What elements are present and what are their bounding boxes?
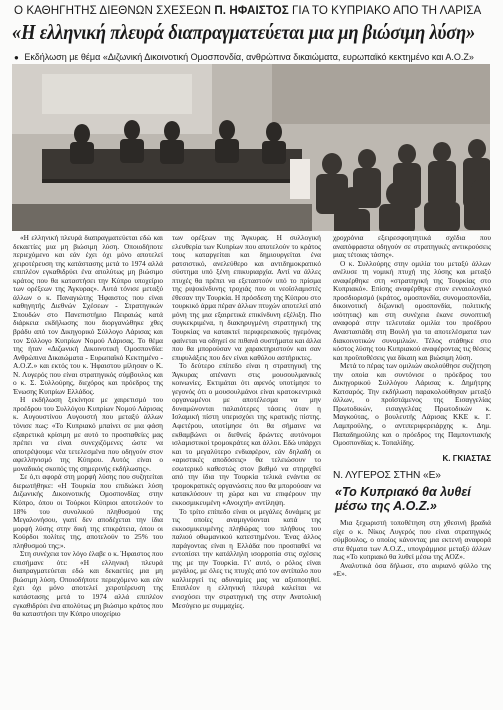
column-2-paragraph: των ορέξεων της Άγκυρας. Η συλλογική ελευθερία των Κυπρίων που αποτελούν το κράτος τους καταργείται και δημιουργείται ένα ρατσιστικό, ανελεύθερο και αντιδημοκρατικό σύστημα υπό ξένη επικυριαρχία. Αντί να άλλες πτυχές θα πρέπει να εξεταστούν υπό το πρίσμα της ριψοκίνδυνης τροχιάς που οι νεοϊσλαμιστές έθεσαν την Τουρκία. Η πρόσδεση της Κύπρου στο τουρκικό άρμα πέραν άλλων πτυχών αποτελεί από μόνη της μια εξαιρετικά επικίνδυνη εξέλιξη. Πιο συγκεκριμένα, η διακηρυγμένη στρατηγική της Τουρκίας να κατακτεί περιφερειακούς ηγεμόνας φαίνεται να οδηγεί σε πιθανά συστήματα και άλλα που θα μπορούσαν να χαρακτηριστούν και σαν επιφυλάξεις που δεν είναι καθόλου αστήρικτες. [172, 234, 321, 362]
article-headline: «Η ελληνική πλευρά διαπραγματεύεται μια μη βιώσιμη λύση» [12, 20, 476, 44]
article-kicker [14, 4, 490, 17]
sidebar-kicker: Ν. ΛΥΓΕΡΟΣ ΣΤΗΝ «Ε» [333, 470, 441, 481]
article-column-3 [333, 234, 491, 452]
article-column-2 [172, 234, 321, 708]
article-column-1 [13, 234, 163, 708]
column-2-paragraph: Το δεύτερο επίπεδο είναι η στρατηγική της Άγκυρας απέναντι στις μουσουλμανικές κοινωνίες. Εκτιμάται ότι αφενός υποτίμησε το γεγονός ότι ο μουσουλμάνοι είναι κρατοκεντρικά οργανωμένοι με αποτέλεσμα να μην δυναμώνονται παλαιότερες τάσεις όταν η Ισλαμική πίστη υπερισχύει της κρατικής πίστης. Αφετέρου, υποτίμησε ότι θα σήμαινε να εκθαμβώνει οι διεθνείς δρώντες αυτόνομοι ισλαμιστικοί τρομοκράτες και άλλοι. Εδώ υπάρχει και το μεγαλύτερο ενδιαφέρον, εάν δηλαδή οι «αριστικές αποδόσεις» θα τελειώσουν το εσωτερικό καθεστώς στον βαθμό να στηριχθεί από την ίδια την Τουρκία τελικά ενάντια σε τρομοκρατικές οργανώσεις που θα μπορούσαν να κατακλύσουν τη χώρα και να επιφέρουν την εκκοσμικευμένη «Ανοιχτή» αντίληψη. [172, 361, 321, 507]
sidebar-title: «Το Κυπριακό θα λυθεί μέσω της Α.Ο.Ζ.» [335, 485, 471, 513]
event-photo-illustration [12, 64, 490, 231]
sidebar-box [331, 470, 493, 656]
deck-bullet: ● [14, 53, 19, 62]
kicker-suffix: ΓΙΑ ΤΟ ΚΥΠΡΙΑΚΟ ΑΠΟ ΤΗ ΛΑΡΙΣΑ [292, 4, 482, 17]
column-3-paragraph: χροχρόνια εξειρεσφοητητικά σχέδια που αναπόφραστα οδηγούν σε στρατηγικές αντικρούσεις μιας τέτοιας τάσης». [333, 234, 491, 260]
kicker-name: Π. ΗΦΑΙΣΤΟΣ [214, 4, 289, 17]
column-3-paragraph: Ο κ. Συλλούρης στην ομιλία του μεταξύ άλλων ανέλυσε τη νομική πτυχή της λύσης και μεταξύ αναφέρθηκε στη «στρατηγική της Τουρκίας στο Κυπριακό». Επίσης αναφέρθηκε στον ενναιολογικό προσδιορισμό (κράτος, ομοσπονδία, συνομοσπονδία, δικοινοτική διζωνική ομοσπονδία, πολιτικής ισότητας) και στη συνέχεια έκανε συνοπτική αναφορά στην τελευταία ομιλία του προέδρου Αναστασιάδη στη Βουλή για τα αποτελέσματα των διακοινοτικών συνομιλιών. Τέλος στάθηκε στο κόστος λύσης του Κυπριακού αναφέροντας τις θέσεις και προϋποθέσεις για δίκαιη και βιώσιμη λύση. [333, 258, 491, 362]
article-signature: Κ. ΓΚΙΑΣΤΑΣ [442, 454, 491, 463]
sidebar-paragraph: Μια ξεχωριστή τοποθέτηση στη χθεσινή βραδιά είχε ο κ. Νίκος Λυγερός που είναι στρατηγικός σύμβουλος, ο οποίος κάνοντας μια εκτενή αναφορά στα θέματα των Α.Ο.Ζ., υπογράμμισε μεταξύ άλλων πως «Το κυπριακό θα λυθεί μέσω της ΑΟΖ». [333, 518, 491, 562]
event-photo [12, 64, 490, 231]
article-deck [14, 52, 492, 62]
kicker-prefix: Ο ΚΑΘΗΓΗΤΗΣ ΔΙΕΘΝΩΝ ΣΧΕΣΕΩΝ [14, 4, 212, 17]
sidebar-paragraph: Αναλυτικά όσα δήλωσε, στο αυριανό φύλλο της «Ε». [333, 560, 491, 579]
sidebar-body [331, 519, 493, 579]
deck-text: Εκδήλωση με θέμα «Διζωνική Δικοινοτική Ομοσπονδία, ανθρώπινα δικαιώματα, ευρωπαϊκό κεκτημένο και Α.Ο.Ζ» [24, 52, 474, 62]
column-1-paragraph: Σε ό,τι αφορά στη μορφή λύσης που συζητείται διερωτήθηκε: «Η Τουρκία που επιδιώκει λύση Διζωνικής Δικοινοτικής Ομοσπονδίας στην Κύπρο, όπου οι Τούρκοι Κύπριοι αποτελούν το 18% του συνολικού πληθυσμού της Μεγαλονήσου, γιατί δεν αποδέχεται την ίδια μορφή λύσης στην δική της επικράτεια, όπου οι Κούρδοι πολίτες της, αποτελούν το 25% του πληθυσμού της;». [13, 472, 163, 550]
column-1-paragraph: «Η ελληνική πλευρά διαπραγματεύεται εδώ και δεκαετίες μια μη βιώσιμη λύση. Οποιοδήποτε περιεχόμενο και εάν έχει όχι μόνο αποτελεί χειροτέρευση της κατάστασης μετά το 1974 αλλά επιπλέον εγκαθιδρύει ένα απολύτως μη βιώσιμο κράτος που θα καταστήσει την Κύπρο υποχείριο των ορέξεων της Άγκυρας». Αυτά τόνισε μεταξύ άλλων ο κ. Παναγιώτης Ήφαιστος που είναι καθηγητής Διεθνών Σχέσεων - Στρατηγικών Σπουδών στο Πανεπιστήμιο Πειραιώς κατά διάρκεια εκδήλωσης που διοργανώθηκε χθες βράδυ από τον Δικηγορικό Σύλλογο Λάρισας και τον Σύλλογο Κυπρίων Νομού Λάρισας. Το θέμα της ήταν «Διζωνική Δικοινοτική Ομοσπονδία: Ανθρώπινα Δικαιώματα - Ευρωπαϊκό Κεκτημένο - Α.Ο.Ζ.» και εκτός του κ. Ήφαιστου μίλησαν ο Κ. Ν. Λυγερός που είναι στρατηγικός σύμβουλος και ο κ. Σ. Συλλούρης, διεχόρος και πρόεδρος της Ένωσης Κυπρίων Ελλάδος. [13, 234, 163, 396]
column-2-paragraph: Το τρίτο επίπεδο είναι οι μεγάλες δυνάμεις με τις οποίες αναμιγνύονται κατά της εκκοσμικευμένης πληθώρας του πλήθους του παλιού οθωμανικού κατεστημένου. Ένας άλλος παράγοντας είναι η Ελλάδα που προσπαθεί να εντοπίσει την κατάλληλη ισορροπία στις σχέσεις της με την Τουρκία. Γι' αυτό, ο ρόλος είναι μεγάλος, με όλες τις πτυχές από τον αντίπαλο που καλλιεργεί τις αδυναμίες μας να αξιοποιηθεί. Επιπλέον η ελληνική πλευρά καλείται να ενισχύσει την στρατηγική της στην Ανατολική Μεσόγειο με συμμαχίες. [172, 506, 321, 610]
column-3-paragraph: Μετά το πέρας των ομιλιών ακολούθησε συζήτηση την οποία και συντόνισε ο πρόεδρος του Δικηγορικού Συλλόγου Λάρισας κ. Δημήτρης Κατσαρός. Την εκδήλωση παρακολούθησαν μεταξύ άλλων, ο προϊστάμενος της Εισαγγελίας Πρωτοδικών, εισαγγελέας Πρωτοδικών κ. Μαγκούτας, ο βουλευτής Λάρισας ΚΚΕ κ. Γ. Λαμπρούλης, ο αντιπεριφερειάρχης κ. Δημ. Παπαδημούλης και ο πρόεδρος της Παμποντιακής Ομοσπονδίας κ. Τοπαλίδης. [333, 361, 491, 448]
column-1-paragraph: Η εκδήλωση ξεκίνησε με χαιρετισμό του προέδρου του Συλλόγου Κυπρίων Νομού Λάρισας κ. Αυγουστίνου Αυγουστή που μεταξύ άλλων τόνισε πως: «Το Κυπριακό μπαίνει σε μια φάση εξαιρετικά κρίσιμη με αυτό το προσπαθείες μας πρέπει να είναι συνεχιζόμενες ώστε να αποτρέψουμε νέα τετελεσμένα που οδηγούν στον αφελληνισμό της Κύπρου. Αυτός είναι ο μοναδικός σκοπός της σημερινής εκδήλωσης». [13, 395, 163, 473]
column-1-paragraph: Στη συνέχεια τον λόγο έλαβε ο κ. Ήφαιστος που επισήμανε ότι: «Η ελληνική πλευρά διαπραγματεύεται εδώ και δεκαετίες μια μη βιώσιμη λύση. Οποιοδήποτε περιεχόμενο και εάν έχει όχι μόνο αποτελεί χειροτέρευση της κατάστασης μετά το 1974 αλλά επιπλέον εγκαθιδρύει ένα απολύτως μη βιώσιμο κράτος που θα καταστήσει την Κύπρο υποχείριο [13, 549, 163, 619]
